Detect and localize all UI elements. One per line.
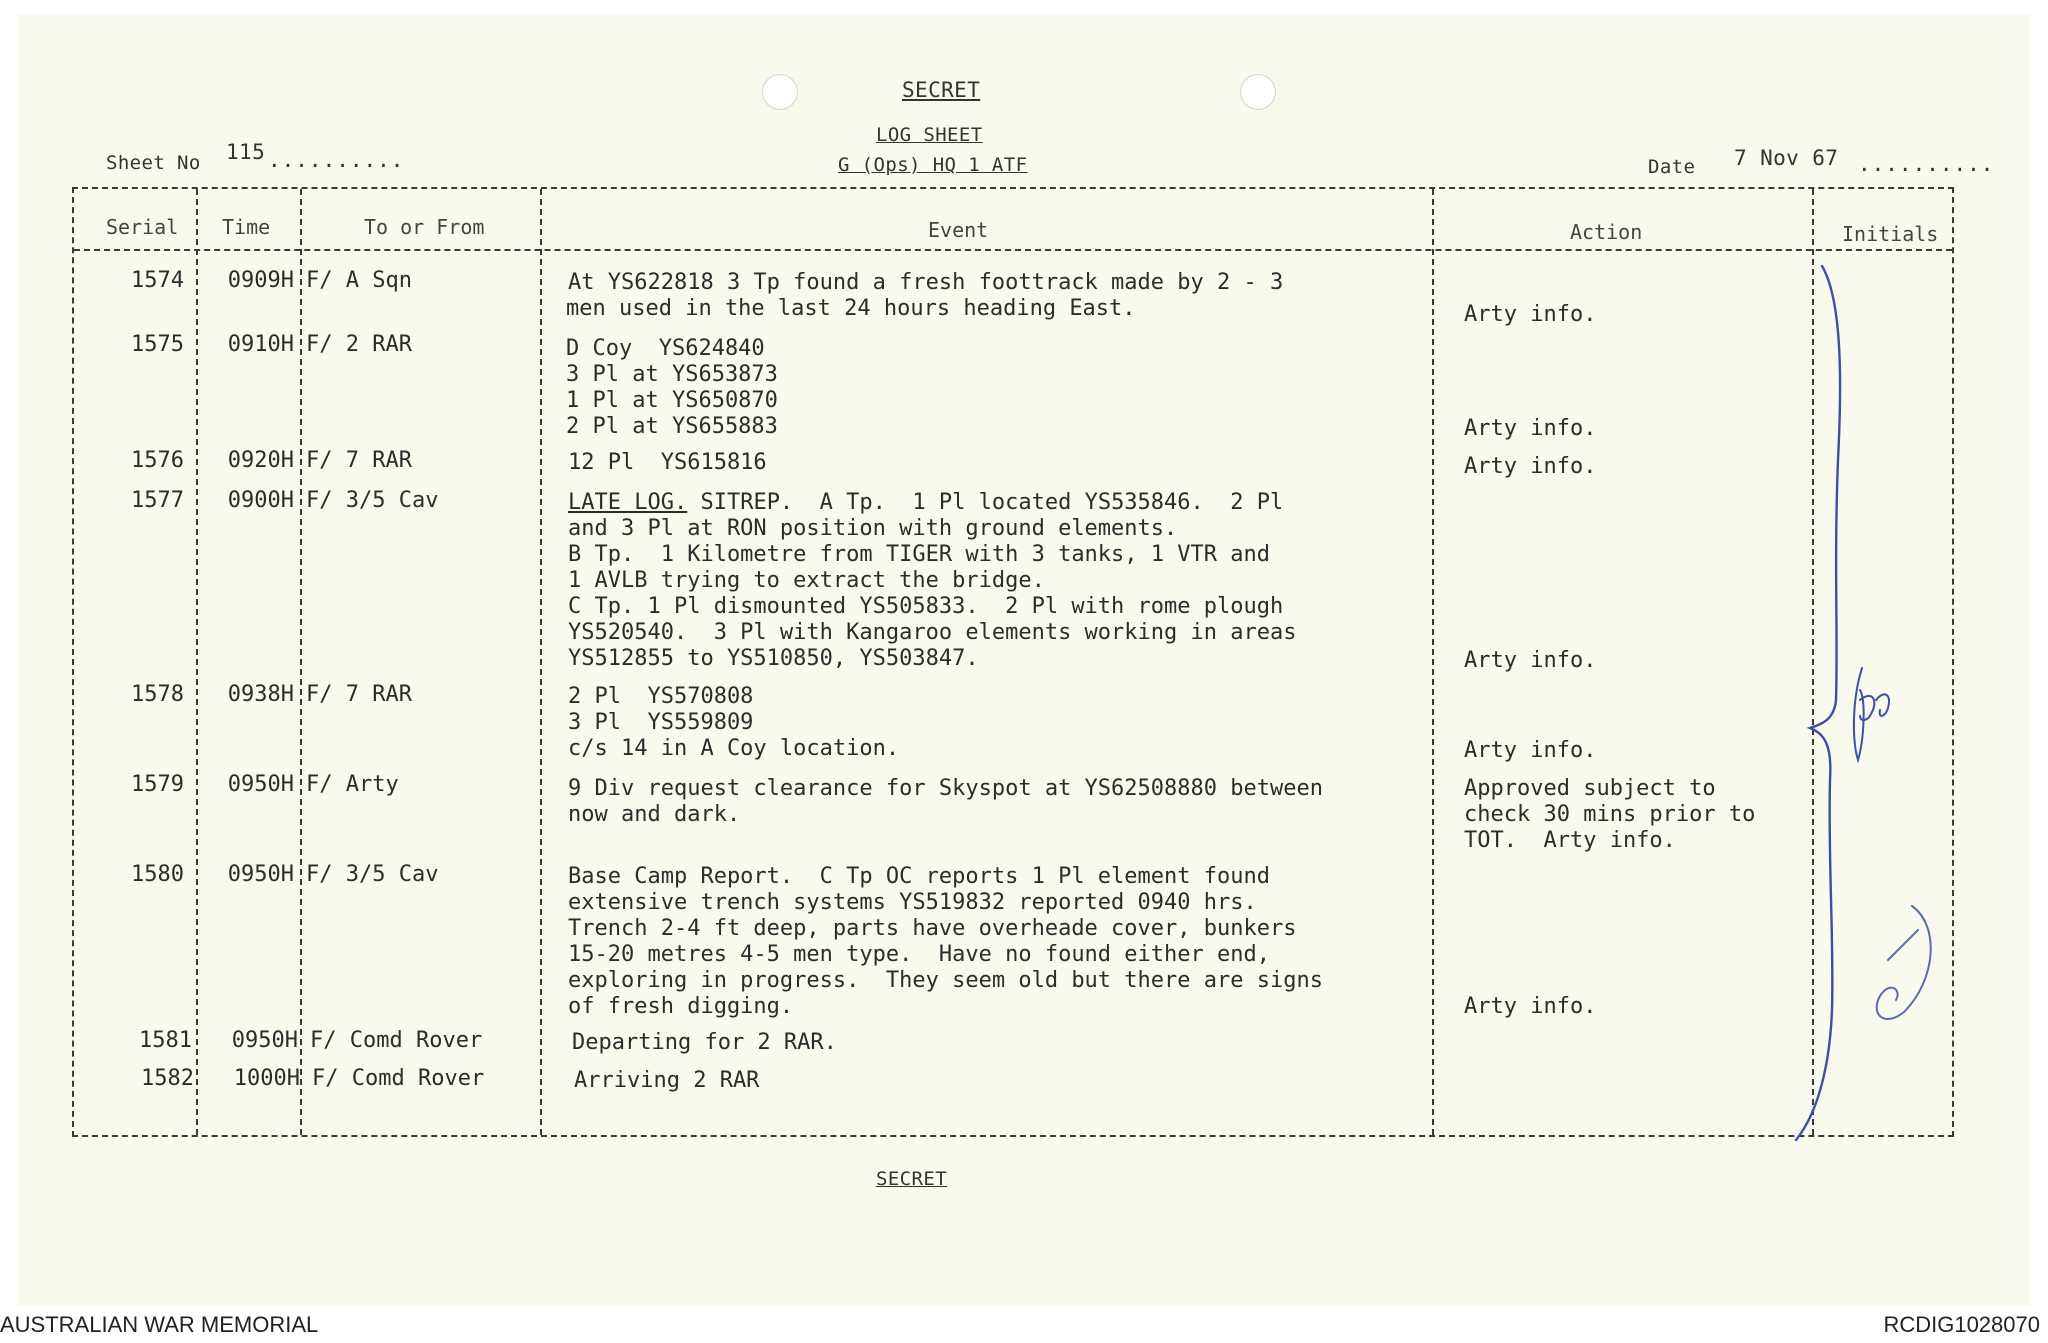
- event-line: 12 Pl YS615816: [568, 450, 767, 475]
- serial-cell: 1577: [131, 488, 184, 513]
- action-line: TOT. Arty info.: [1464, 828, 1676, 853]
- time-cell: 0910H: [227, 332, 294, 357]
- action-line: check 30 mins prior to: [1464, 802, 1756, 827]
- to-from-cell: F/ 3/5 Cav: [306, 488, 439, 513]
- sheet-no-label: Sheet No: [106, 152, 201, 174]
- event-line: D Coy YS624840: [566, 336, 765, 361]
- event-line: c/s 14 in A Coy location.: [568, 736, 900, 761]
- date-dots: ..........: [1858, 152, 1995, 176]
- event-line: of fresh digging.: [568, 994, 794, 1019]
- action-cell: Arty info.: [1464, 454, 1597, 479]
- archive-name: AUSTRALIAN WAR MEMORIAL: [0, 1312, 319, 1337]
- event-line: Base Camp Report. C Tp OC reports 1 Pl element found: [568, 864, 1270, 889]
- time-cell: 0938H: [227, 682, 294, 707]
- event-line: B Tp. 1 Kilometre from TIGER with 3 tanks, 1 VTR and: [568, 542, 1270, 567]
- time-cell: 1000H: [233, 1066, 300, 1091]
- date-label: Date: [1648, 156, 1696, 178]
- event-line: and 3 Pl at RON position with ground elements.: [568, 516, 1178, 541]
- event-text: SITREP. A Tp. 1 Pl located YS535846. 2 Pl: [687, 490, 1284, 515]
- event-line: extensive trench systems YS519832 reported 0940 hrs.: [568, 890, 1257, 915]
- action-cell: Arty info.: [1464, 416, 1597, 441]
- date-value: 7 Nov 67: [1734, 146, 1839, 170]
- action-cell: Arty info.: [1464, 738, 1597, 763]
- event-line: 1 AVLB trying to extract the bridge.: [568, 568, 1045, 593]
- col-header-initials: Initials: [1842, 222, 1939, 246]
- time-cell: 0900H: [227, 488, 294, 513]
- time-cell: 0950H: [227, 772, 294, 797]
- serial-cell: 1579: [131, 772, 184, 797]
- action-cell: Arty info.: [1464, 994, 1597, 1019]
- event-line: 2 Pl YS570808: [568, 684, 754, 709]
- time-cell: 0909H: [227, 268, 294, 293]
- to-from-cell: F/ 7 RAR: [306, 448, 412, 473]
- time-cell: 0950H: [231, 1028, 298, 1053]
- to-from-cell: F/ Comd Rover: [312, 1066, 485, 1091]
- serial-cell: 1575: [131, 332, 184, 357]
- action-line: Approved subject to: [1464, 776, 1716, 801]
- event-line: YS512855 to YS510850, YS503847.: [568, 646, 979, 671]
- action-cell: Arty info.: [1464, 302, 1597, 327]
- to-from-cell: F/ 3/5 Cav: [306, 862, 439, 887]
- to-from-cell: F/ 2 RAR: [306, 332, 412, 357]
- unit-heading: G (Ops) HQ 1 ATF: [838, 154, 1028, 176]
- event-line: 1 Pl at YS650870: [566, 388, 778, 413]
- serial-cell: 1574: [131, 268, 184, 293]
- serial-cell: 1581: [139, 1028, 192, 1053]
- to-from-cell: F/ 7 RAR: [306, 682, 412, 707]
- to-from-cell: F/ Arty: [306, 772, 399, 797]
- log-sheet-title: LOG SHEET: [876, 124, 983, 146]
- sheet-no-dots: ..........: [268, 148, 405, 172]
- event-line: men used in the last 24 hours heading East.: [566, 296, 1136, 321]
- event-line: 3 Pl YS559809: [568, 710, 754, 735]
- event-line: exploring in progress. They seem old but there are signs: [568, 968, 1323, 993]
- classification-top: SECRET: [902, 78, 981, 102]
- serial-cell: 1578: [131, 682, 184, 707]
- event-line: Departing for 2 RAR.: [572, 1030, 837, 1055]
- sheet-no-value: 115: [226, 140, 266, 164]
- col-header-time: Time: [222, 215, 271, 239]
- serial-cell: 1582: [141, 1066, 194, 1091]
- classification-bottom: SECRET: [876, 1168, 948, 1190]
- event-line: 2 Pl at YS655883: [566, 414, 778, 439]
- event-line: Trench 2-4 ft deep, parts have overheade cover, bunkers: [568, 916, 1297, 941]
- to-from-cell: F/ Comd Rover: [310, 1028, 483, 1053]
- event-line: C Tp. 1 Pl dismounted YS505833. 2 Pl with rome plough: [568, 594, 1284, 619]
- event-line: Arriving 2 RAR: [574, 1068, 760, 1093]
- time-cell: 0920H: [227, 448, 294, 473]
- event-line: now and dark.: [568, 802, 741, 827]
- archive-footer: [0, 1306, 2048, 1343]
- event-line: 15-20 metres 4-5 men type. Have no found either end,: [568, 942, 1270, 967]
- col-header-event: Event: [928, 218, 989, 242]
- archive-reference: RCDIG1028070: [1883, 1312, 2040, 1337]
- late-log-marker: LATE LOG.: [568, 490, 688, 515]
- serial-cell: 1580: [131, 862, 184, 887]
- serial-cell: 1576: [131, 448, 184, 473]
- event-line: YS520540. 3 Pl with Kangaroo elements working in areas: [568, 620, 1297, 645]
- to-from-cell: F/ A Sqn: [306, 268, 412, 293]
- col-header-serial: Serial: [106, 215, 179, 239]
- event-line: 9 Div request clearance for Skyspot at YS62508880 between: [568, 776, 1323, 801]
- time-cell: 0950H: [227, 862, 294, 887]
- event-line: At YS622818 3 Tp found a fresh foottrack made by 2 - 3: [568, 270, 1284, 295]
- event-line: 3 Pl at YS653873: [566, 362, 778, 387]
- col-header-action: Action: [1570, 220, 1643, 244]
- col-header-to-from: To or From: [364, 215, 485, 239]
- action-cell: Arty info.: [1464, 648, 1597, 673]
